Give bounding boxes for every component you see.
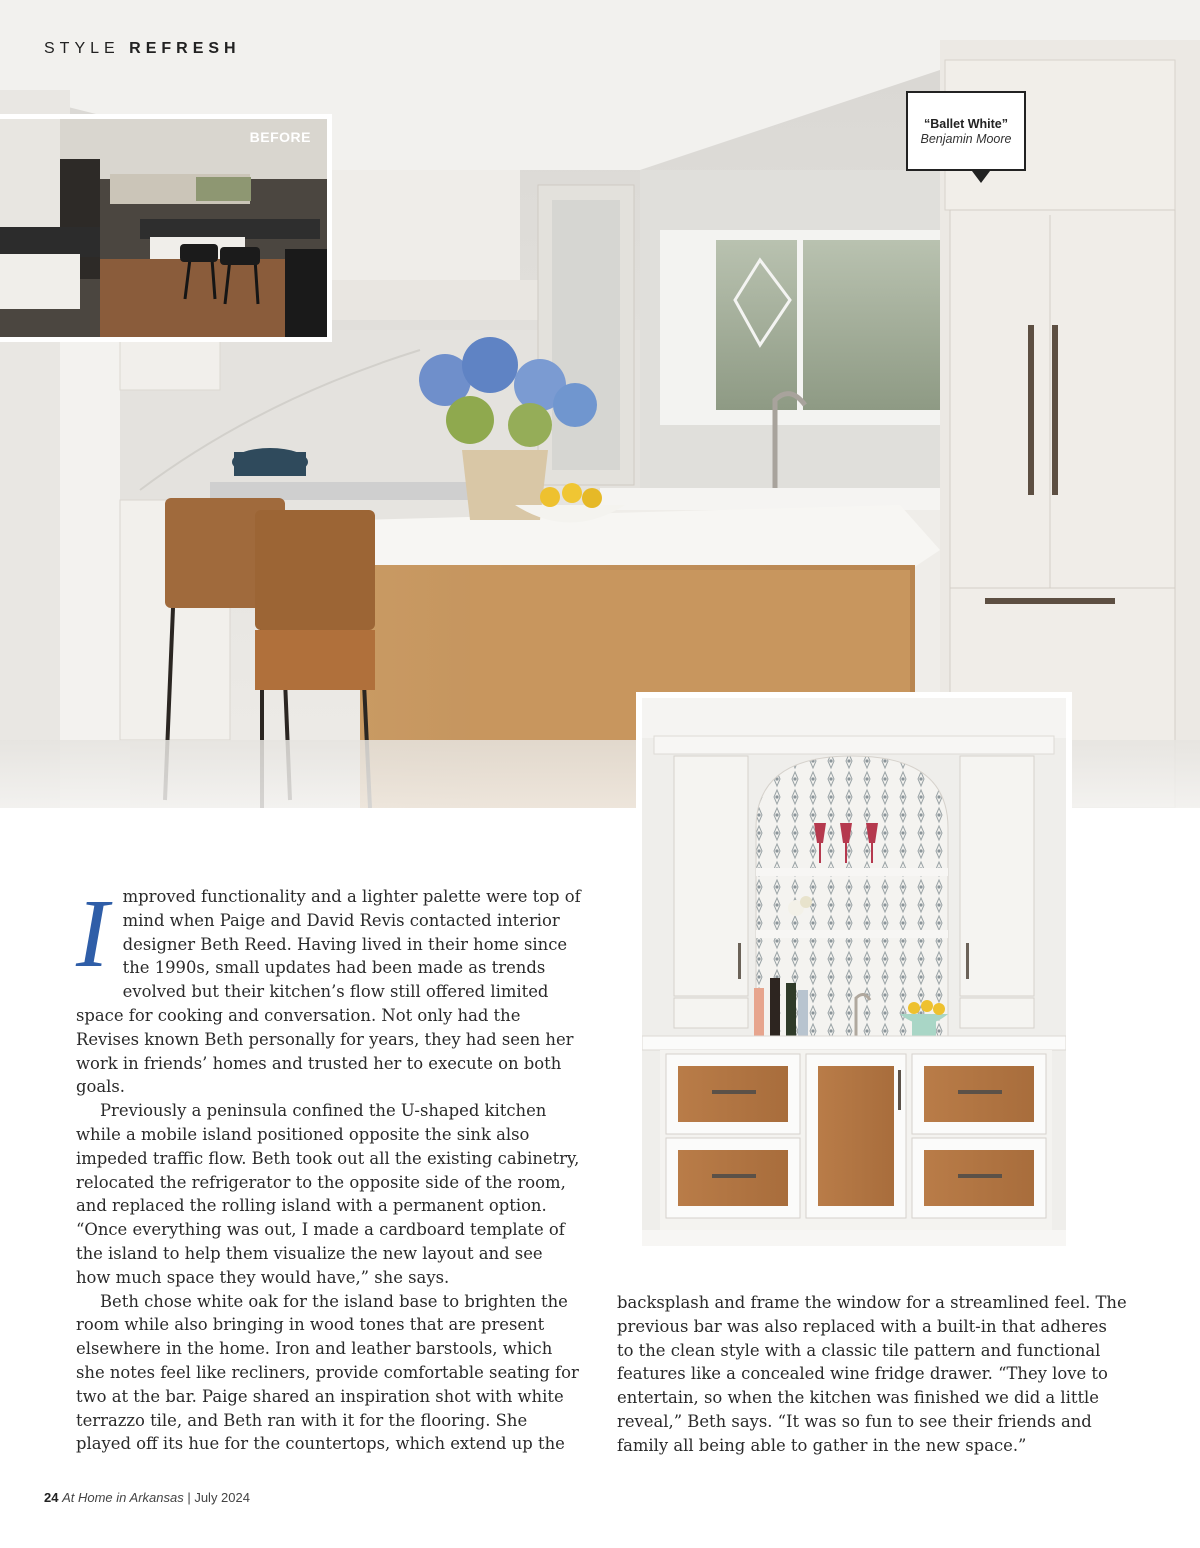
paragraph-1: mproved functionality and a lighter palette were top of mind when Paige and David Revis contacted interior designer Beth Reed. Having lived in their home since the 1990s, small updates had been made as trends evolved but their kitchen’s flow still offered limited space for cooking and conversation. Not only had the Revises known Beth personally for years, they had seen her work in friends’ homes and trusted her to execute on both goals. [76, 887, 581, 1097]
before-photo [0, 114, 332, 342]
page-footer [44, 1490, 250, 1505]
magazine-name: At Home in Arkansas [62, 1490, 184, 1505]
article-column-right [617, 1291, 1127, 1458]
paragraph-2: Previously a peninsula confined the U-shaped kitchen while a mobile island positioned opposite the sink also impeded traffic flow. Beth took out all the existing cabinetry, relocated the refrigerator to the opposite side of the room, and replaced the rolling island with a permanent option. “Once everything was out, I made a cardboard template of the island to help them visualize the new layout and see how much space they would have,” she says. [76, 1101, 580, 1287]
drop-cap: I [76, 880, 109, 988]
section-header [44, 40, 241, 58]
callout-pointer-icon [972, 171, 990, 183]
paint-callout [906, 91, 1026, 171]
footer-separator: | [183, 1490, 195, 1505]
article-column-left [76, 880, 581, 1456]
section-header-light: STYLE [44, 40, 120, 57]
paragraph-3: Beth chose white oak for the island base to brighten the room while also bringing in wood tones that are present elsewhere in the home. Iron and leather barstools, which she notes feel like recliners, provide comfortable seating for two at the bar. Paige shared an inspiration shot with white terrazzo tile, and Beth ran with it for the flooring. She played off its hue for the countertops, which extend up the [76, 1291, 579, 1454]
issue-date: July 2024 [194, 1490, 250, 1505]
bar-builtin-photo [636, 692, 1072, 1252]
paragraph-3-continued: backsplash and frame the window for a streamlined feel. The previous bar was also replaced with a built-in that adheres to the clean style with a classic tile pattern and functional features like a concealed wine fridge drawer. “They love to entertain, so when the kitchen was finished we did a little reveal,” Beth says. “It was so fun to see their friends and family all being able to gather in the new space.” [617, 1293, 1127, 1455]
paint-name: “Ballet White” [923, 117, 1009, 131]
paint-brand: Benjamin Moore [920, 132, 1012, 146]
section-header-bold: REFRESH [129, 40, 241, 57]
page-number: 24 [44, 1490, 59, 1505]
before-label: BEFORE [249, 129, 311, 145]
